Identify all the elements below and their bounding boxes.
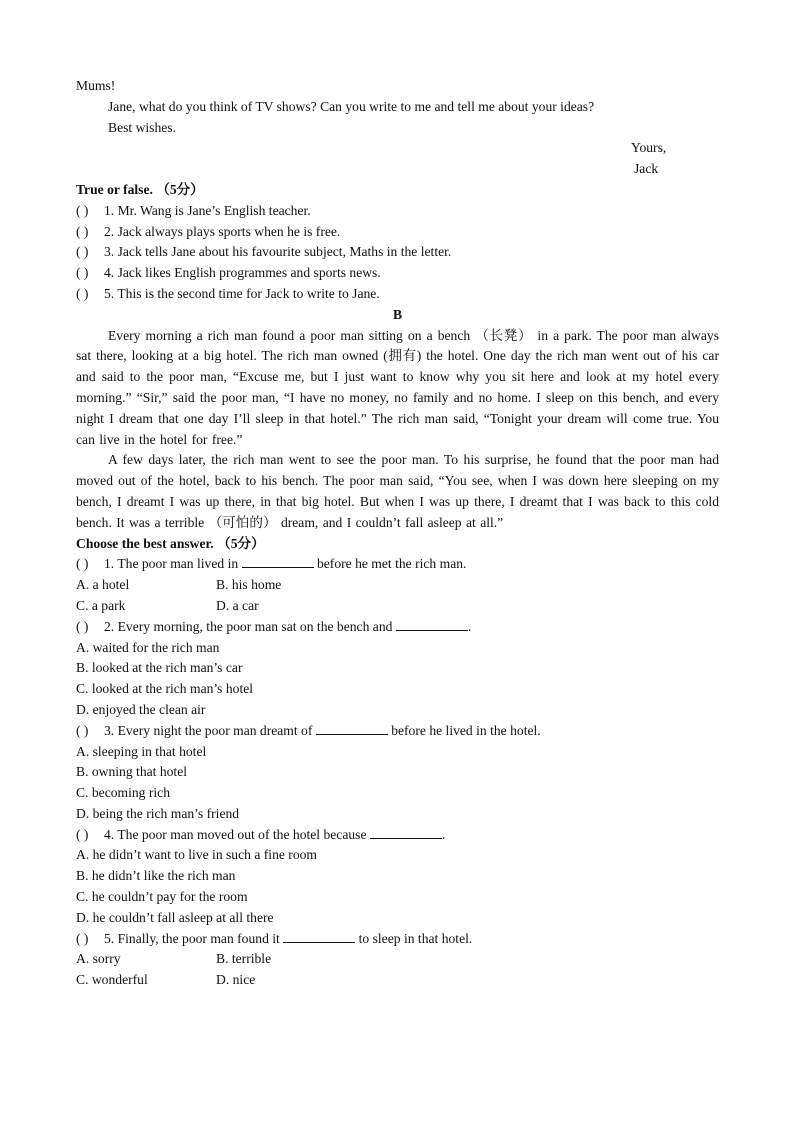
tf-item-text: 4. Jack likes English programmes and sports news. <box>104 265 381 281</box>
option-row <box>76 596 719 617</box>
tf-item-text: 1. Mr. Wang is Jane’s English teacher. <box>104 202 311 218</box>
answer-paren[interactable]: ( ) <box>76 722 89 738</box>
tf-item <box>76 201 719 222</box>
question-text: 4. The poor man moved out of the hotel because <box>104 826 367 842</box>
answer-paren[interactable]: ( ) <box>76 223 89 239</box>
answer-blank[interactable] <box>283 929 355 943</box>
passage <box>76 326 719 534</box>
question-text: 1. The poor man lived in <box>104 556 239 572</box>
option-a[interactable]: A. sleeping in that hotel <box>76 743 207 759</box>
option-a[interactable]: A. sorry <box>76 951 121 967</box>
tf-item-text: 3. Jack tells Jane about his favourite subject, Maths in the letter. <box>104 244 452 260</box>
question-text: 2. Every morning, the poor man sat on the bench and <box>104 618 393 634</box>
option-b[interactable]: B. he didn’t like the rich man <box>76 868 236 884</box>
answer-blank[interactable] <box>316 721 388 735</box>
mc-question <box>76 617 719 638</box>
question-text-tail: before he met the rich man. <box>316 556 467 572</box>
tf-heading: True or false. （5分） <box>76 181 204 197</box>
letter-signature: Jack <box>634 161 659 177</box>
passage-paragraph-2: A few days later, the rich man went to see the poor man. To his surprise, he found that the poor man had moved out of the hotel, back to his bench. The poor man said, “You see, when I was down here sleeping on my bench, I dreamt I was up there, in that big hotel. But when I was up there, I dreamt that I was back to this cold bench. It was a terrible （可怕的） dream, and I couldn’t fall asleep at all.” <box>76 452 719 530</box>
option-b[interactable]: B. his home <box>216 577 282 593</box>
option-c[interactable]: C. looked at the rich man’s hotel <box>76 681 254 697</box>
tf-item <box>76 242 719 263</box>
option-c[interactable]: C. becoming rich <box>76 785 171 801</box>
question-text-tail: to sleep in that hotel. <box>358 930 473 946</box>
question-text: 3. Every night the poor man dreamt of <box>104 722 313 738</box>
tf-item-text: 5. This is the second time for Jack to write to Jane. <box>104 285 380 301</box>
option-c[interactable]: C. a park <box>76 597 126 613</box>
option-b[interactable]: B. terrible <box>216 951 272 967</box>
answer-paren[interactable]: ( ) <box>76 556 89 572</box>
question-text-tail: . <box>467 618 472 634</box>
option-c[interactable]: C. wonderful <box>76 972 148 988</box>
mc-question <box>76 554 719 575</box>
option-b[interactable]: B. owning that hotel <box>76 764 188 780</box>
question-text-tail: before he lived in the hotel. <box>391 722 541 738</box>
tf-item <box>76 284 719 305</box>
mc-question <box>76 929 719 950</box>
option-b[interactable]: B. looked at the rich man’s car <box>76 660 243 676</box>
answer-paren[interactable]: ( ) <box>76 244 89 260</box>
option-d[interactable]: D. he couldn’t fall asleep at all there <box>76 909 274 925</box>
question-text-tail: . <box>441 826 446 842</box>
mc-heading: Choose the best answer. （5分） <box>76 535 265 551</box>
option-a[interactable]: A. he didn’t want to live in such a fine room <box>76 847 317 863</box>
section-b-heading: B <box>392 306 403 322</box>
option-a[interactable]: A. waited for the rich man <box>76 639 220 655</box>
option-a[interactable]: A. a hotel <box>76 577 130 593</box>
option-row <box>76 949 719 970</box>
letter-mums: Mums! <box>76 78 116 93</box>
option-d[interactable]: D. nice <box>216 972 256 988</box>
tf-item <box>76 222 719 243</box>
option-d[interactable]: D. being the rich man’s friend <box>76 805 240 821</box>
answer-paren[interactable]: ( ) <box>76 930 89 946</box>
answer-paren[interactable]: ( ) <box>76 265 89 281</box>
option-d[interactable]: D. a car <box>216 597 259 613</box>
tf-item <box>76 263 719 284</box>
tf-item-text: 2. Jack always plays sports when he is free. <box>104 223 341 239</box>
mc-question <box>76 825 719 846</box>
answer-paren[interactable]: ( ) <box>76 618 89 634</box>
answer-blank[interactable] <box>242 554 314 568</box>
mc-question <box>76 721 719 742</box>
answer-blank[interactable] <box>396 617 468 631</box>
option-d[interactable]: D. enjoyed the clean air <box>76 701 206 717</box>
option-row <box>76 575 719 596</box>
passage-paragraph-1: Every morning a rich man found a poor man sitting on a bench （长凳） in a park. The poor man always sat there, looking at a big hotel. The rich man owned (拥有) the hotel. One day the rich man went out of his car and said to the poor man, “Excuse me, but I just want to know why you sit here and look at my hotel every morning.” “Sir,” said the poor man, “I have no money, no family and no home. I sleep on this bench, and every night I dream that one day I’ll sleep in that hotel.” The rich man said, “Tonight your dream will come true. You can live in the hotel for free.” <box>76 327 719 447</box>
answer-blank[interactable] <box>370 825 442 839</box>
worksheet-page <box>76 76 719 991</box>
option-row <box>76 970 719 991</box>
answer-paren[interactable]: ( ) <box>76 202 89 218</box>
letter-best-wishes: Best wishes. <box>108 119 176 135</box>
letter-yours: Yours, <box>631 140 667 156</box>
letter-question: Jane, what do you think of TV shows? Can you write to me and tell me about your ideas? <box>108 98 595 114</box>
question-text: 5. Finally, the poor man found it <box>104 930 280 946</box>
option-c[interactable]: C. he couldn’t pay for the room <box>76 889 248 905</box>
answer-paren[interactable]: ( ) <box>76 285 89 301</box>
answer-paren[interactable]: ( ) <box>76 826 89 842</box>
